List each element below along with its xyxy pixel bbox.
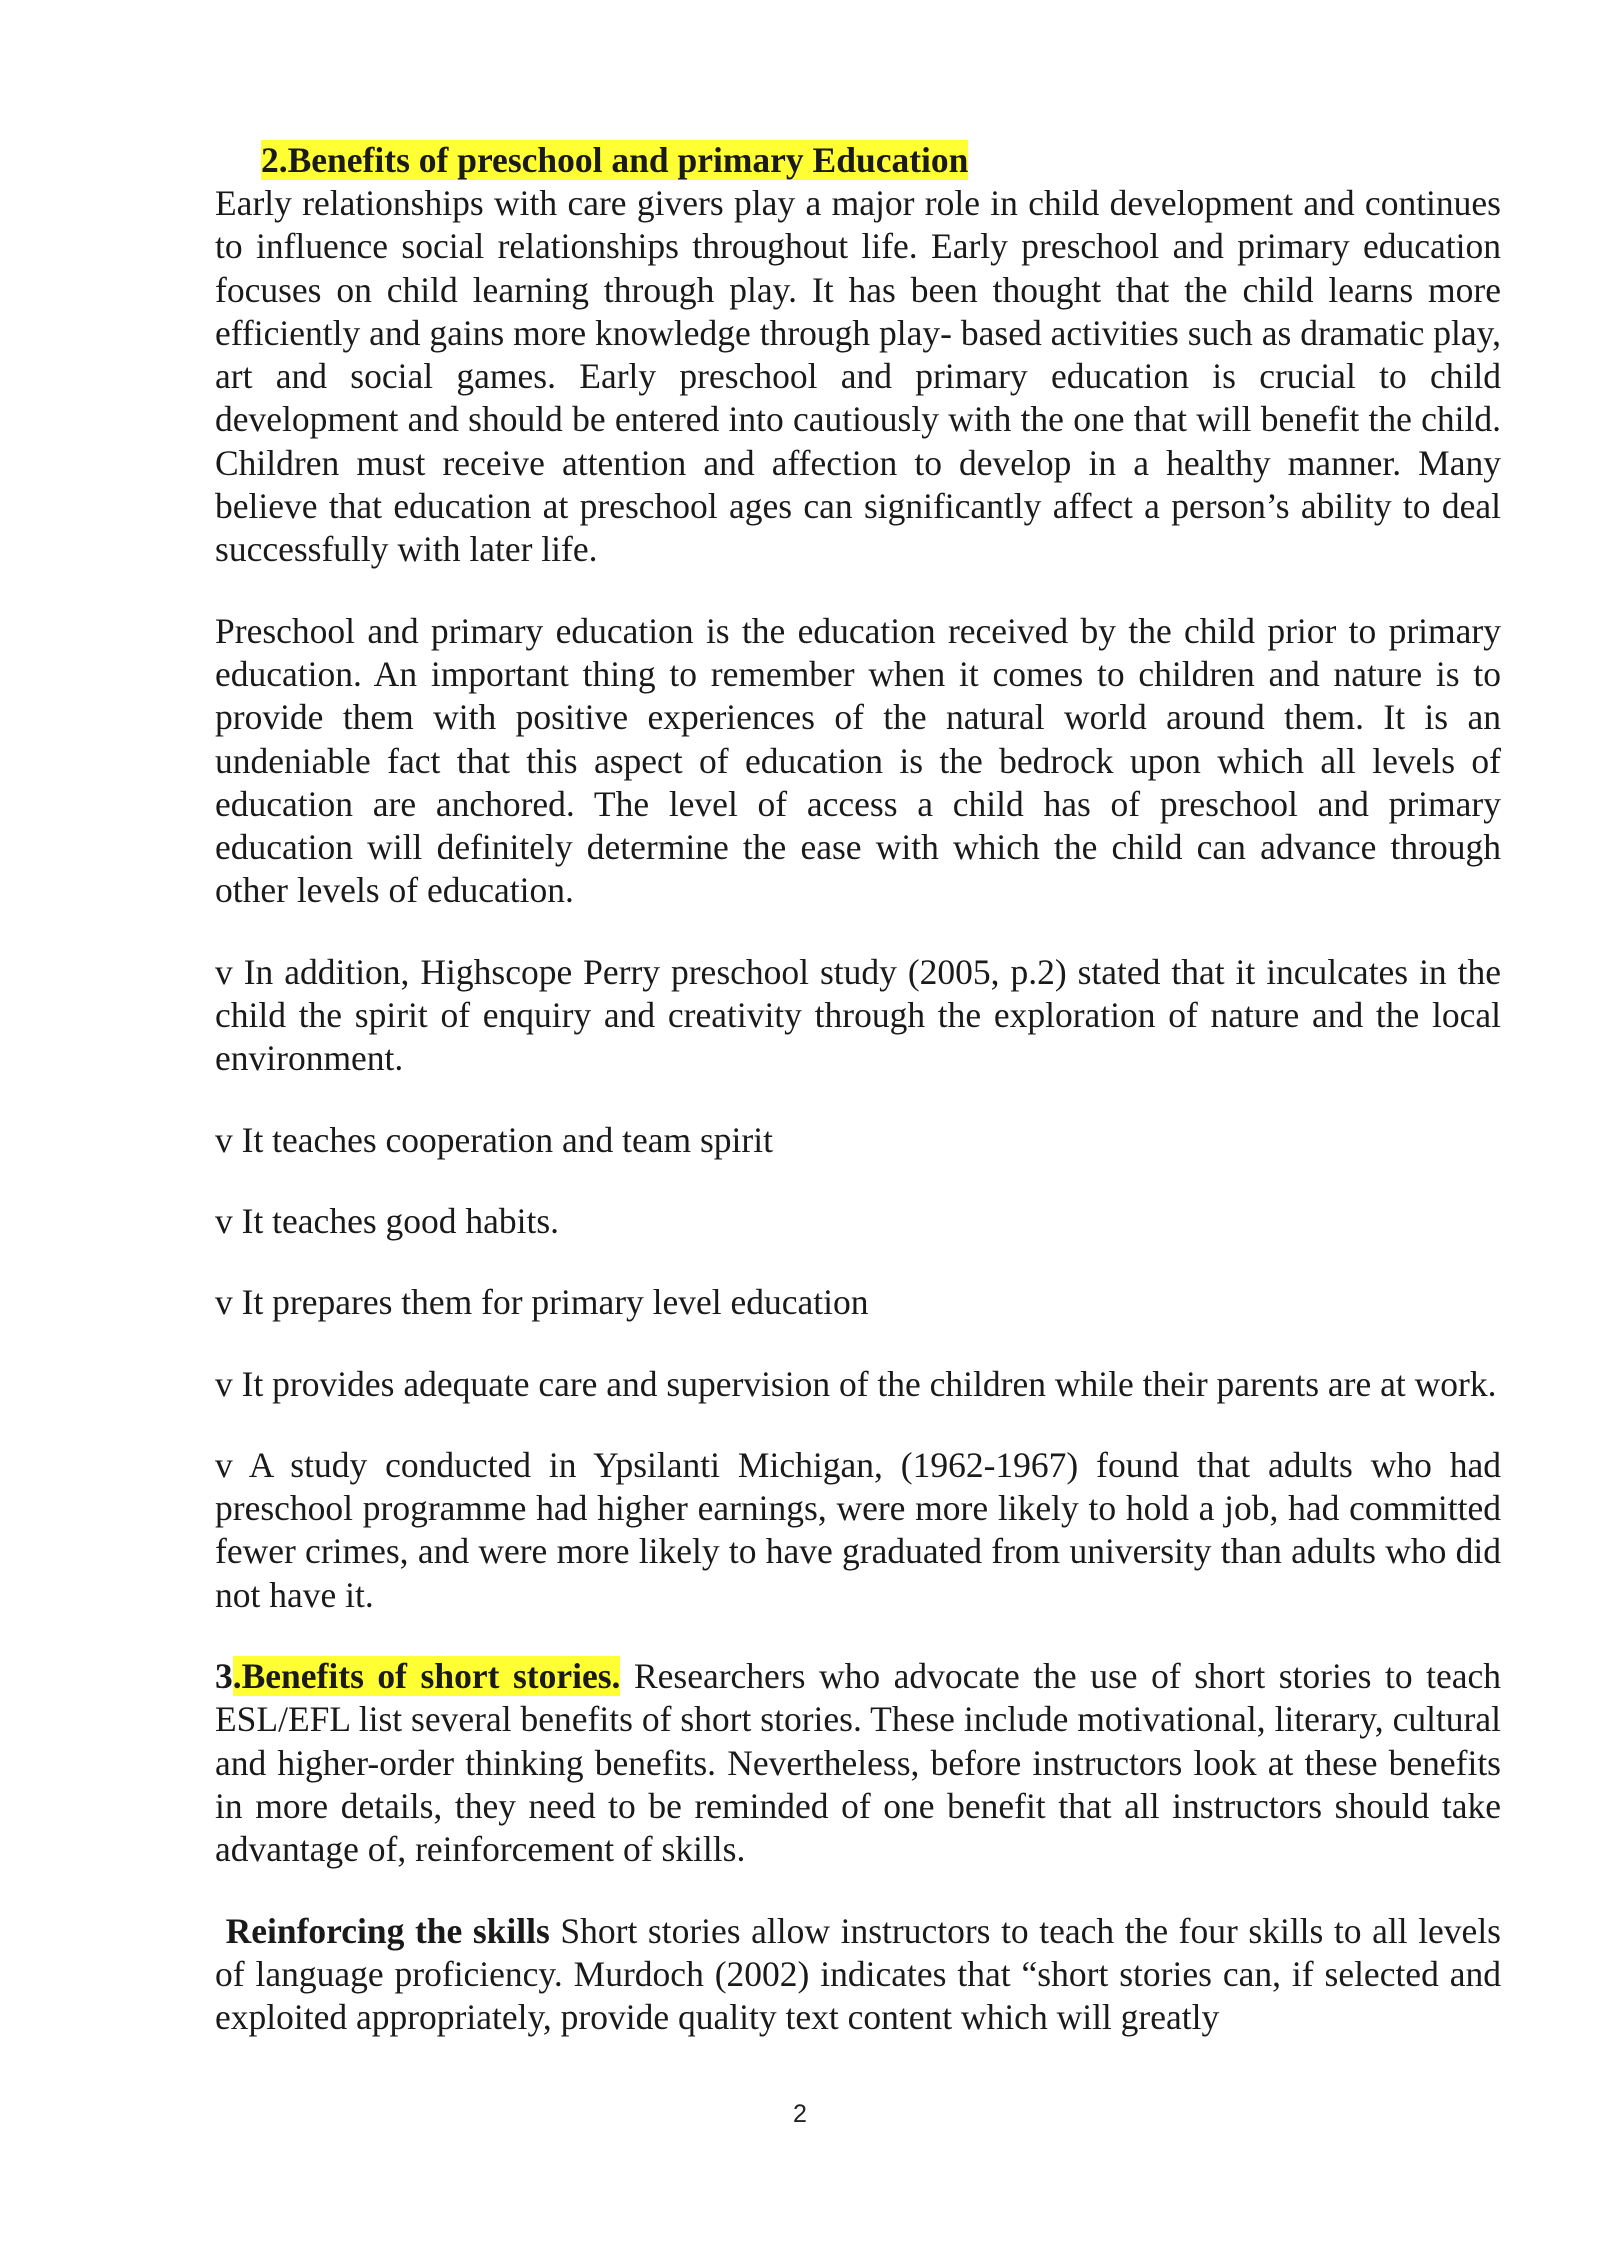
section-2-paragraph-2: Preschool and primary education is the education received by the child prior to primary education. An important thing to remember when it comes to children and nature is to provide them with positive experiences of the natural world around them. It is an undeniable fact that this aspect of education is the bedrock upon which all levels of education are anchored. The level of access a child has of preschool and primary education will definitely determine the ease with which the child can advance through other levels of education. bbox=[215, 610, 1501, 911]
document-page bbox=[215, 138, 1501, 2077]
reinforcing-text: Short stories allow instructors to teach the four skills to all levels of language proficiency. Murdoch (2002) indicates that “short stories can, if selected and exploited appropriately, provide quality text content which will greatly bbox=[215, 1910, 1501, 2038]
reinforcing-paragraph bbox=[215, 1910, 1501, 2040]
bullet-item: v It teaches cooperation and team spirit bbox=[215, 1119, 773, 1160]
section-3-number: 3 bbox=[215, 1656, 233, 1697]
page-number: 2 bbox=[793, 2100, 807, 2128]
section-3-heading: .Benefits of short stories. bbox=[232, 1656, 621, 1697]
bullet-item: v It prepares them for primary level education bbox=[215, 1282, 869, 1323]
section-2-heading bbox=[215, 138, 1501, 182]
bullet-item: v In addition, Highscope Perry preschool study (2005, p.2) stated that it inculcates in the child the spirit of enquiry and creativity through the exploration of nature and the local environment. bbox=[215, 951, 1501, 1079]
bullet-item: v A study conducted in Ypsilanti Michigan, (1962-1967) found that adults who had preschool programme had higher earnings, were more likely to hold a job, had committed fewer crimes, and were more likely to have graduated from university than adults who did not have it. bbox=[215, 1444, 1501, 1615]
section-3-paragraph bbox=[215, 1655, 1501, 1871]
bullet-item: v It teaches good habits. bbox=[215, 1200, 560, 1241]
section-2-heading-highlight: 2.Benefits of preschool and primary Education bbox=[261, 140, 969, 180]
section-3-text: Researchers who advocate the use of short stories to teach ESL/EFL list several benefits of short stories. These include motivational, literary, cultural and higher-order thinking benefits. Nevertheless, before instructors look at these benefits in more details, they need to be reminded of one benefit that all instructors should take advantage of, reinforcement of skills. bbox=[215, 1656, 1501, 1870]
bullet-item: v It provides adequate care and supervision of the children while their parents are at work. bbox=[215, 1363, 1497, 1404]
section-2-paragraph-1: Early relationships with care givers play a major role in child development and continues to influence social relationships throughout life. Early preschool and primary education focuses on child learning through play. It has been thought that the child learns more efficiently and gains more knowledge through play- based activities such as dramatic play, art and social games. Early preschool and primary education is crucial to child development and should be entered into cautiously with the one that will benefit the child. Children must receive attention and affection to develop in a healthy manner. Many believe that education at preschool ages can significantly affect a person’s ability to deal successfully with later life. bbox=[215, 183, 1501, 570]
reinforcing-heading: Reinforcing the skills bbox=[225, 1910, 550, 1951]
